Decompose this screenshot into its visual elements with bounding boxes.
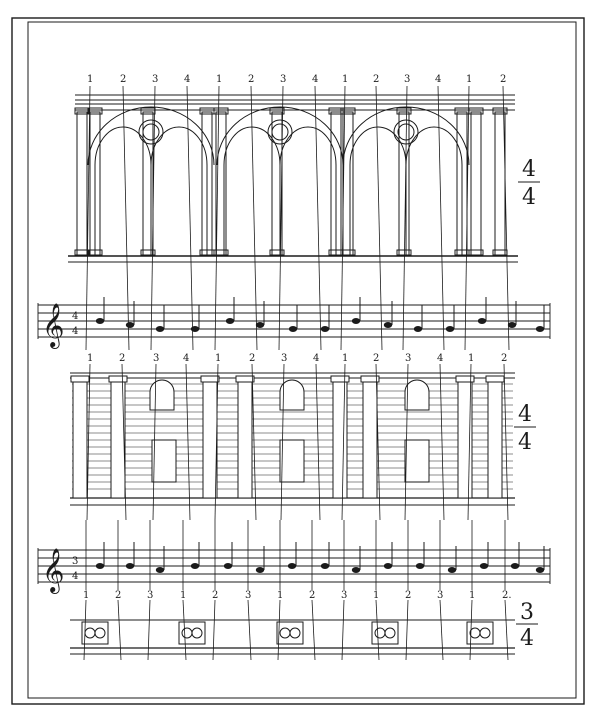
note [321,326,329,332]
note [536,326,544,332]
pilaster-capital [201,376,219,382]
beat-number: 3 [245,590,252,601]
staff2-timesig-top: 3 [72,556,79,567]
note [224,563,232,569]
rhythm-line [148,600,150,660]
note [126,322,134,328]
row1-timesig-bottom: 4 [522,185,536,210]
pilaster [203,380,217,498]
rhythm-line [440,364,444,520]
beat-number: 3 [404,74,411,85]
beat-number: 1 [215,353,222,364]
beat-number: 3 [153,353,160,364]
beat-number: 1 [373,590,380,601]
beat-number: 3 [281,353,288,364]
beat-number: 4 [435,74,442,85]
column [495,112,505,255]
column [77,112,87,255]
note [384,322,392,328]
beat-number: 2 [309,590,316,601]
pilaster-capital [486,376,504,382]
note [256,567,264,573]
rhythm-line [213,600,215,660]
note [156,567,164,573]
note [478,318,486,324]
arch-bay-2 [217,107,343,255]
row2-timesig-bottom: 4 [518,430,532,455]
note [256,322,264,328]
note [414,326,422,332]
pilaster-capital [456,376,474,382]
note [226,318,234,324]
treble-clef-icon: 𝄞 [42,303,65,347]
beat-number: 4 [312,74,319,85]
pilaster-capital [109,376,127,382]
pilaster-capital [331,376,349,382]
note [448,567,456,573]
note [191,563,199,569]
note [446,326,454,332]
beat-number: 2 [373,353,380,364]
capital-volute [85,628,95,638]
arcade-elevation [68,95,518,262]
beat-number: 3 [341,590,348,601]
beat-number: 1 [466,74,473,85]
note [96,563,104,569]
beat-number: 4 [437,353,444,364]
beat-number: 4 [184,74,191,85]
rhythm-line [504,364,508,520]
capital-volute [95,628,105,638]
beat-number: 1 [342,353,349,364]
pilaster [488,380,502,498]
rhythm-line [438,86,444,350]
beat-number: 1 [342,74,349,85]
note [126,563,134,569]
capital-volute [385,628,395,638]
beat-number: 2 [405,590,412,601]
beat-number: 1 [83,590,90,601]
row3-timesig-bottom: 4 [520,626,534,651]
rhythm-line [118,600,121,660]
arcade-columns [75,108,507,255]
note [416,563,424,569]
beat-number: 3 [437,590,444,601]
capital-volute [290,628,300,638]
palazzo-facade [70,373,515,505]
rhythm-line [186,364,190,520]
rhythm-line [252,364,256,520]
note [352,567,360,573]
pilaster-capital [236,376,254,382]
note [480,563,488,569]
rhythm-line [123,86,129,350]
inner-frame [28,22,576,698]
beat-number: 1 [277,590,284,601]
beat-number: 4 [313,353,320,364]
row2-timesig-top: 4 [518,402,532,427]
beat-number: 1 [216,74,223,85]
rhythm-line [342,600,344,660]
window-3 [405,380,429,482]
capital-sketches [70,620,515,654]
staff2-timesig-bottom: 4 [72,571,79,582]
rhythm-line [251,86,257,350]
beat-number: 2 [248,74,255,85]
beat-number: 4 [183,353,190,364]
pilaster-capital [71,376,89,382]
treble-clef-icon: 𝄞 [42,548,65,592]
beat-number: 1 [87,74,94,85]
beat-number: 2 [249,353,256,364]
beat-number: 3 [152,74,159,85]
note [536,567,544,573]
rhythm-line [312,600,315,660]
column [399,112,409,255]
rhythm-line [316,364,320,520]
beat-number: 2. [502,590,512,601]
beat-number: 1 [87,353,94,364]
note [288,563,296,569]
beat-number: 2 [115,590,122,601]
note [96,318,104,324]
row3-timesig-top: 3 [520,600,534,625]
beat-number: 2 [373,74,380,85]
note [384,563,392,569]
row1-timesig-top: 4 [522,157,536,182]
beat-number: 2 [119,353,126,364]
rhythm-line [406,600,408,660]
arch-bay-1 [88,107,214,255]
beat-number: 3 [405,353,412,364]
staff-4-4 [38,303,550,339]
beat-number: 1 [180,590,187,601]
rhythm-line [315,86,321,350]
staff1-timesig-top: 4 [72,311,79,322]
beat-number: 3 [280,74,287,85]
capital-volute [182,628,192,638]
capital-volute [470,628,480,638]
note [352,318,360,324]
beat-number: 2 [501,353,508,364]
column [471,112,481,255]
rhythm-line [503,86,509,350]
note [508,322,516,328]
beat-number: 3 [147,590,154,601]
pilaster [363,380,377,498]
rhythm-line [440,600,443,660]
note [289,326,297,332]
staff1-timesig-bottom: 4 [72,326,79,337]
rhythm-line [187,86,193,350]
capital-volute [375,628,385,638]
pilaster [73,380,87,498]
note [321,563,329,569]
outer-frame [12,18,584,704]
capital-volute [280,628,290,638]
rhythm-line [505,600,508,660]
rhythm-line [248,600,251,660]
beat-number: 2 [120,74,127,85]
beat-number: 1 [468,353,475,364]
beat-number: 1 [469,590,476,601]
note [191,326,199,332]
rhythm-line [376,86,382,350]
pilaster [238,380,252,498]
beat-number: 2 [212,590,219,601]
pilaster [333,380,347,498]
capital-volute [192,628,202,638]
capital-volute [480,628,490,638]
note [511,563,519,569]
beat-number: 2 [500,74,507,85]
note [156,326,164,332]
